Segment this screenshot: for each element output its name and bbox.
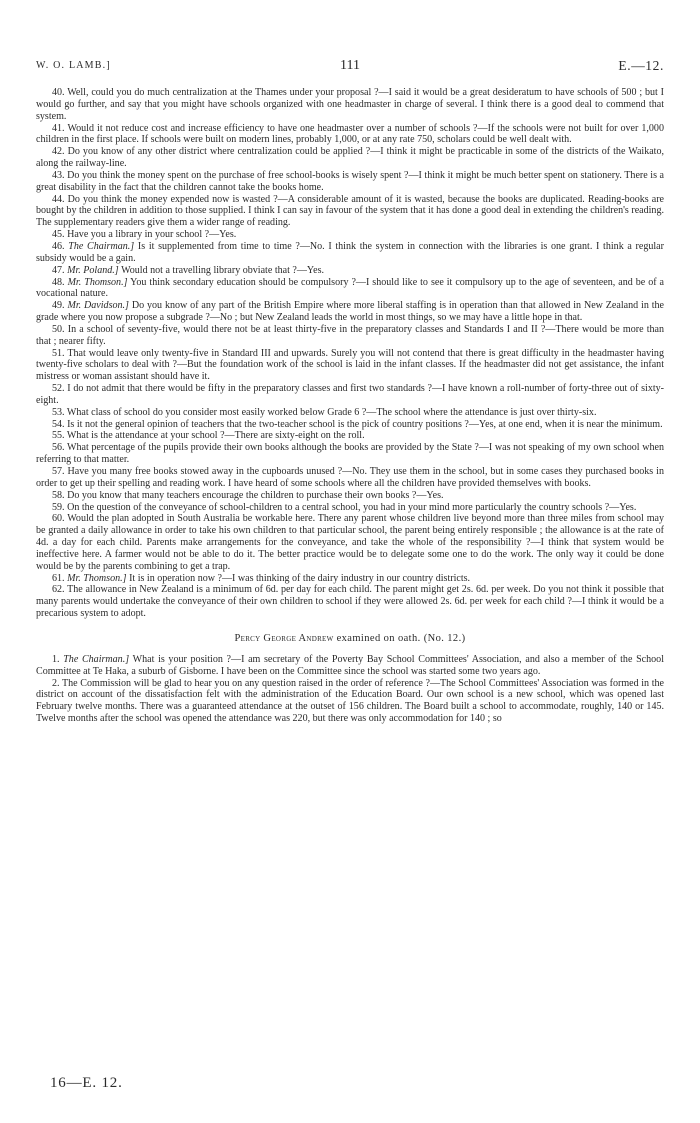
speaker-name: Mr. Thomson.] [67,572,127,584]
question-paragraph [36,502,664,514]
question-number: 58. [52,489,65,501]
testimony-lamb [36,87,664,620]
witness-name: Percy George Andrew [234,632,334,644]
question-paragraph [36,146,664,170]
question-number: 2. [52,677,60,689]
question-paragraph [36,383,664,407]
page-number: 111 [340,58,360,73]
question-text: You think secondary education should be compulsory ?—I should like to see it compulsory up to the age of seventeen, and be of a vocational nature. [36,276,665,300]
question-paragraph [36,442,664,466]
question-text: Would the plan adopted in South Australia be workable here. There any parent whose children live beyond more than three miles from school may be granted a daily allowance in order to take his own children to that particular school, the parent being entirely responsible ; the allowance is at the rate of 4d. a day for each child. Parents make arrangements for the conveyance, and take the whole of the responsibility ?—I think that system would be ineffective here. A farmer would not be able to do it. The better practice would be to delegate some one to do the work. The only way it could be done would be by the parents combining to get a trap. [36,513,664,572]
question-number: 51. [52,347,65,359]
question-text: Have you many free books stowed away in the cupboards unused ?—No. They use them in the school, but in some cases they purchased books in order to get up their spelling and reading work. I have heard of some schools where all the children have provided themselves with books. [36,466,664,489]
question-text: What is the attendance at your school ?—There are sixty-eight on the roll. [66,430,365,442]
question-paragraph [36,654,664,678]
question-paragraph [36,678,664,725]
question-number: 53. [52,406,65,418]
question-text: Have you a library in your school ?—Yes. [67,229,237,241]
question-paragraph [36,170,664,194]
question-number: 46. [52,240,65,252]
question-number: 44. [52,193,65,205]
question-number: 48. [52,276,65,288]
question-text: Do you know that many teachers encourage the children to purchase their own books ?—Yes. [67,489,444,501]
question-number: 61. [52,572,65,584]
section-title [36,633,664,645]
question-paragraph [36,573,664,585]
question-text: In a school of seventy-five, would there not be at least thirty-five in the preparatory classes and Standards I and II ?—There would be more than that ; nearer fifty. [36,323,665,347]
testimony-andrew [36,654,664,725]
speaker-name: The Chairman.] [68,240,135,252]
question-text: That would leave only twenty-five in Standard III and upwards. Surely you will not contend that there is great difficulty in the headmaster having twenty-five scholars to deal with ?—But the foundation work of the school is laid in the infant classes. If the headmaster did not get assistance, the infant mistress or woman assistant should have it. [36,347,664,383]
question-number: 59. [52,501,65,513]
question-text: Do you think the money spent on the purchase of free school-books is wisely spent ?—I think it might be much better spent on stationery. There is a great disability in the fact that the children cannot take the books home. [36,169,664,193]
question-number: 50. [52,323,65,335]
question-text: The allowance in New Zealand is a minimum of 6d. per day for each child. The parent might get 2s. 6d. per week. Do you not think it possible that many parents would undertake the conveyance of their own children to school if they were allowed 2s. 6d. per week for each child ?—I think it would be a precarious system to adopt. [36,584,664,620]
printer-signature: 16—E. 12. [50,1075,123,1091]
question-text: The Commission will be glad to hear you on any question raised in the order of reference ?—The School Committees' Association was formed in the district on account of the dissatisfaction felt with the administration of the Education Board. Our own school is a new school, which was opened last February twelve months. There was a guaranteed attendance at the outset of 156 children. The Board built a school to accommodate, roughly, 140 or 145. Twelve months after the school was opened the attendance was 220, but there was only accommodation for 140 ; so [36,677,664,725]
witness-number: (No. 12.) [423,632,466,644]
question-paragraph [36,265,664,277]
question-paragraph [36,194,664,230]
question-text: Is it supplemented from time to time ?—No. I think the system in connection with the libraries is one grant. I think a regular subsidy would be a gain. [36,240,664,264]
question-text: What is your position ?—I am secretary of the Poverty Bay School Committees' Association, and also a member of the School Committee at Te Haka, a suburb of Gisborne. I have been on the Committee since the school was started some two years ago. [36,653,664,677]
speaker-name: Mr. Thomson.] [67,276,128,288]
page-body [36,87,664,725]
question-paragraph [36,277,664,301]
question-paragraph [36,300,664,324]
question-paragraph [36,584,664,620]
question-paragraph [36,490,664,502]
question-text: Do you think the money expended now is wasted ?—A considerable amount of it is wasted, because the books are duplicated. Reading-books are bought by the children in addition to those supplied. I think I can say in favour of the system that it has done a good deal in extending the children's reading. The supplementary readers give them a wider range of reading. [36,193,665,229]
question-text: I do not admit that there would be fifty in the preparatory classes and first two standards ?—I have known a roll-number of forty-three out of sixty-eight. [36,383,664,406]
question-number: 56. [52,442,65,454]
question-number: 40. [52,87,65,98]
question-paragraph [36,87,664,123]
question-text: What percentage of the pupils provide their own books although the books are provided by the State ?—I was not speaking of my own school when referring to that matter. [36,442,664,466]
question-text: What class of school do you consider most easily worked below Grade 6 ?—The school where the attendance is just over thirty-six. [66,406,597,418]
question-paragraph [36,513,664,572]
speaker-name: Mr. Poland.] [67,264,119,276]
question-number: 41. [52,122,65,134]
question-text: Would it not reduce cost and increase efficiency to have one headmaster over a number of schools ?—If the schools were not built for over 1,000 children in the first place. If schools were built on modern lines, probably 1,000, or at any rate 750, scholars could be well dealt with. [36,122,664,146]
question-number: 57. [52,466,65,477]
question-number: 60. [52,513,65,525]
question-paragraph [36,324,664,348]
question-number: 62. [52,584,65,596]
question-text: Do you know of any part of the British Empire where more liberal staffing is in operation than that allowed in New Zealand in the grade where you now propose a subgrade ?—No ; but New Zealand leads the world in most things, so we may have a little hope in that. [36,300,665,324]
question-number: 49. [52,300,65,312]
page-header [36,58,664,76]
question-text: On the question of the conveyance of school-children to a central school, you had in your mind more particularly the country schools ?—Yes. [67,501,637,513]
question-paragraph [36,348,664,384]
question-paragraph [36,229,664,241]
speaker-name: Mr. Davidson.] [67,300,129,312]
question-paragraph [36,407,664,419]
question-number: 47. [52,264,65,276]
question-number: 52. [52,383,65,395]
question-paragraph [36,430,664,442]
question-number: 55. [52,430,65,442]
question-text: Do you know of any other district where centralization could be applied ?—I think it might be practicable in some of the districts of the Waikato, along the railway-line. [36,146,665,170]
question-number: 43. [52,169,65,181]
question-text: It is in operation now ?—I was thinking of the dairy industry in our country districts. [129,572,471,584]
question-text: Would not a travelling library obviate that ?—Yes. [121,264,325,276]
question-paragraph [36,466,664,490]
document-reference: E.—12. [618,58,664,73]
question-text: Is it not the general opinion of teachers that the two-teacher school is the pick of country positions ?—Yes, at one end, when it is near the minimum. [67,418,663,430]
question-number: 45. [52,229,65,241]
witness-oath: examined on oath. [336,632,421,644]
header-witness-name: W. O. LAMB.] [36,60,111,71]
question-number: 1. [52,653,60,665]
question-paragraph [36,241,664,265]
speaker-name: The Chairman.] [63,653,130,665]
question-number: 42. [52,146,65,158]
question-paragraph [36,419,664,431]
question-text: Well, could you do much centralization at the Thames under your proposal ?—I said it would be a great desideratum to have schools of 500 ; but I would go further, and say that you might have schools organized with one headmaster in charge of several. I think there is a good deal to commend that system. [36,87,664,122]
question-number: 54. [52,418,65,430]
question-paragraph [36,123,664,147]
